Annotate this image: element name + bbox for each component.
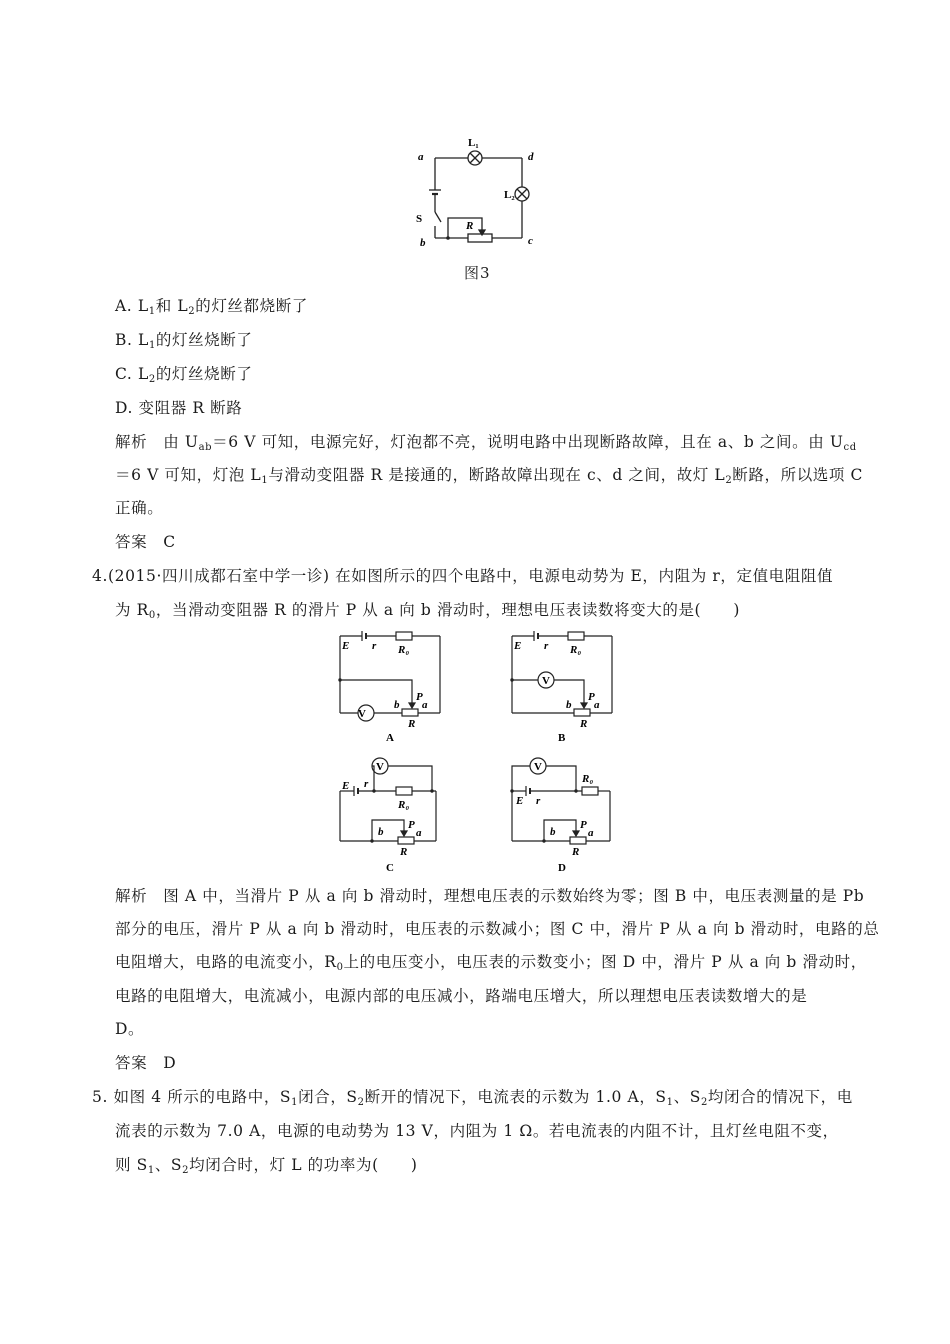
q3-analysis-line-1: 解析 由 $U_{ab}=6$ V 可知，电源完好，灯泡都不亮，说明电路中出现断路故障，且在 a、b 之间。由 $U_{cd}$ (115, 433, 857, 453)
r-label: r (544, 640, 549, 652)
r-rheostat-label: R (572, 846, 580, 858)
label-c: c (528, 235, 533, 247)
p-label: P (588, 691, 595, 703)
e-label: E (342, 640, 350, 652)
q5-stem-line-2: 流表的示数为 7.0 A，电源的电动势为 13 V，内阻为 1 Ω。若电流表的内阻不计，且灯丝电阻不变， (115, 1122, 839, 1140)
circuit-d-caption: D (558, 862, 566, 874)
figure-3-caption: 图3 (464, 264, 491, 282)
p-label: P (416, 691, 423, 703)
label-b: b (420, 237, 426, 249)
a-label: a (594, 699, 600, 711)
q4-analysis-line-5: D。 (115, 1020, 145, 1038)
e-label: E (514, 640, 522, 652)
q4-stem-line-1: 4.(2015·四川成都石室中学一诊) 在如图所示的四个电路中，电源电动势为 E，内阻为 r，定值电阻阻值 (92, 567, 834, 585)
option-b: B. $L_1$的灯丝烧断了 (115, 331, 253, 351)
option-a: A. $L_1$和 $L_2$的灯丝都烧断了 (115, 297, 308, 317)
r0-label: R₀ (582, 773, 594, 785)
circuit-c-caption: C (386, 862, 394, 874)
circuit-b (508, 628, 618, 746)
voltmeter-a-label: V (358, 708, 366, 720)
q3-answer: 答案 C (115, 533, 176, 551)
option-d: D. 变阻器 R 断路 (115, 399, 243, 417)
r-label: r (536, 795, 541, 807)
b-label: b (378, 826, 384, 838)
p-label: P (408, 819, 415, 831)
q4-stem-line-2: 为 $R_0$，当滑动变阻器 R 的滑片 P 从 a 向 b 滑动时，理想电压表读数将变大的是( ) (115, 601, 741, 621)
label-r: R (466, 220, 474, 232)
figure-3-circuit (410, 130, 550, 250)
e-label: E (342, 780, 350, 792)
a-label: a (416, 827, 422, 839)
circuit-c (336, 756, 446, 874)
r-rheostat-label: R (408, 718, 416, 730)
q4-analysis-line-4: 电路的电阻增大，电流减小，电源内部的电压减小，路端电压增大，所以理想电压表读数增大的是 (115, 987, 808, 1005)
circuit-a (336, 628, 446, 746)
r0-label: R₀ (398, 644, 410, 656)
b-label: b (550, 826, 556, 838)
voltmeter-c-label: V (376, 761, 384, 773)
q4-analysis-line-1: 解析 图 A 中，当滑片 P 从 a 向 b 滑动时，理想电压表的示数始终为零；图 B 中，电压表测量的是 Pb (115, 887, 865, 905)
circuit-b-caption: B (558, 732, 566, 744)
label-l2: L₂ (504, 189, 515, 201)
q5-stem-line-1: 5. 如图 4 所示的电路中，$S_1$闭合，$S_2$断开的情况下，电流表的示数为 1.0 A，$S_1$、$S_2$均闭合的情况下，电 (92, 1088, 853, 1108)
r-label: r (364, 778, 369, 790)
a-label: a (588, 827, 594, 839)
q4-analysis-line-3: 电阻增大，电路的电流变小，$R_0$上的电压变小，电压表的示数变小；图 D 中，滑片 P 从 a 向 b 滑动时， (115, 953, 867, 973)
rheostat-icon (468, 234, 492, 242)
label-d: d (528, 151, 534, 163)
q4-analysis-line-2: 部分的电压，滑片 P 从 a 向 b 滑动时，电压表的示数减小；图 C 中，滑片 P 从 a 向 b 滑动时，电路的总 (115, 920, 880, 938)
b-label: b (394, 699, 400, 711)
option-c: C. $L_2$的灯丝烧断了 (115, 365, 253, 385)
label-a: a (418, 151, 424, 163)
r-rheostat-label: R (400, 846, 408, 858)
circuit-a-caption: A (386, 732, 394, 744)
q4-answer: 答案 D (115, 1054, 177, 1072)
a-label: a (422, 699, 428, 711)
r0-label: R₀ (570, 644, 582, 656)
label-l1: L₁ (468, 137, 479, 149)
r-label: r (372, 640, 377, 652)
label-s: S (416, 213, 423, 225)
circuit-d (508, 756, 618, 874)
switch-icon (435, 212, 441, 222)
q5-stem-line-3: 则 $S_1$、$S_2$均闭合时，灯 L 的功率为( ) (115, 1156, 418, 1176)
voltmeter-d-label: V (534, 761, 542, 773)
voltmeter-b-label: V (542, 675, 550, 687)
e-label: E (516, 795, 524, 807)
r-rheostat-label: R (580, 718, 588, 730)
q3-analysis-line-3: 正确。 (115, 499, 164, 517)
r0-label: R₀ (398, 799, 410, 811)
p-label: P (580, 819, 587, 831)
b-label: b (566, 699, 572, 711)
q3-analysis-line-2: ＝6 V 可知，灯泡 $L_1$与滑动变阻器 R 是接通的，断路故障出现在 c、d 之间，故灯 $L_2$断路，所以选项 C (115, 466, 863, 486)
